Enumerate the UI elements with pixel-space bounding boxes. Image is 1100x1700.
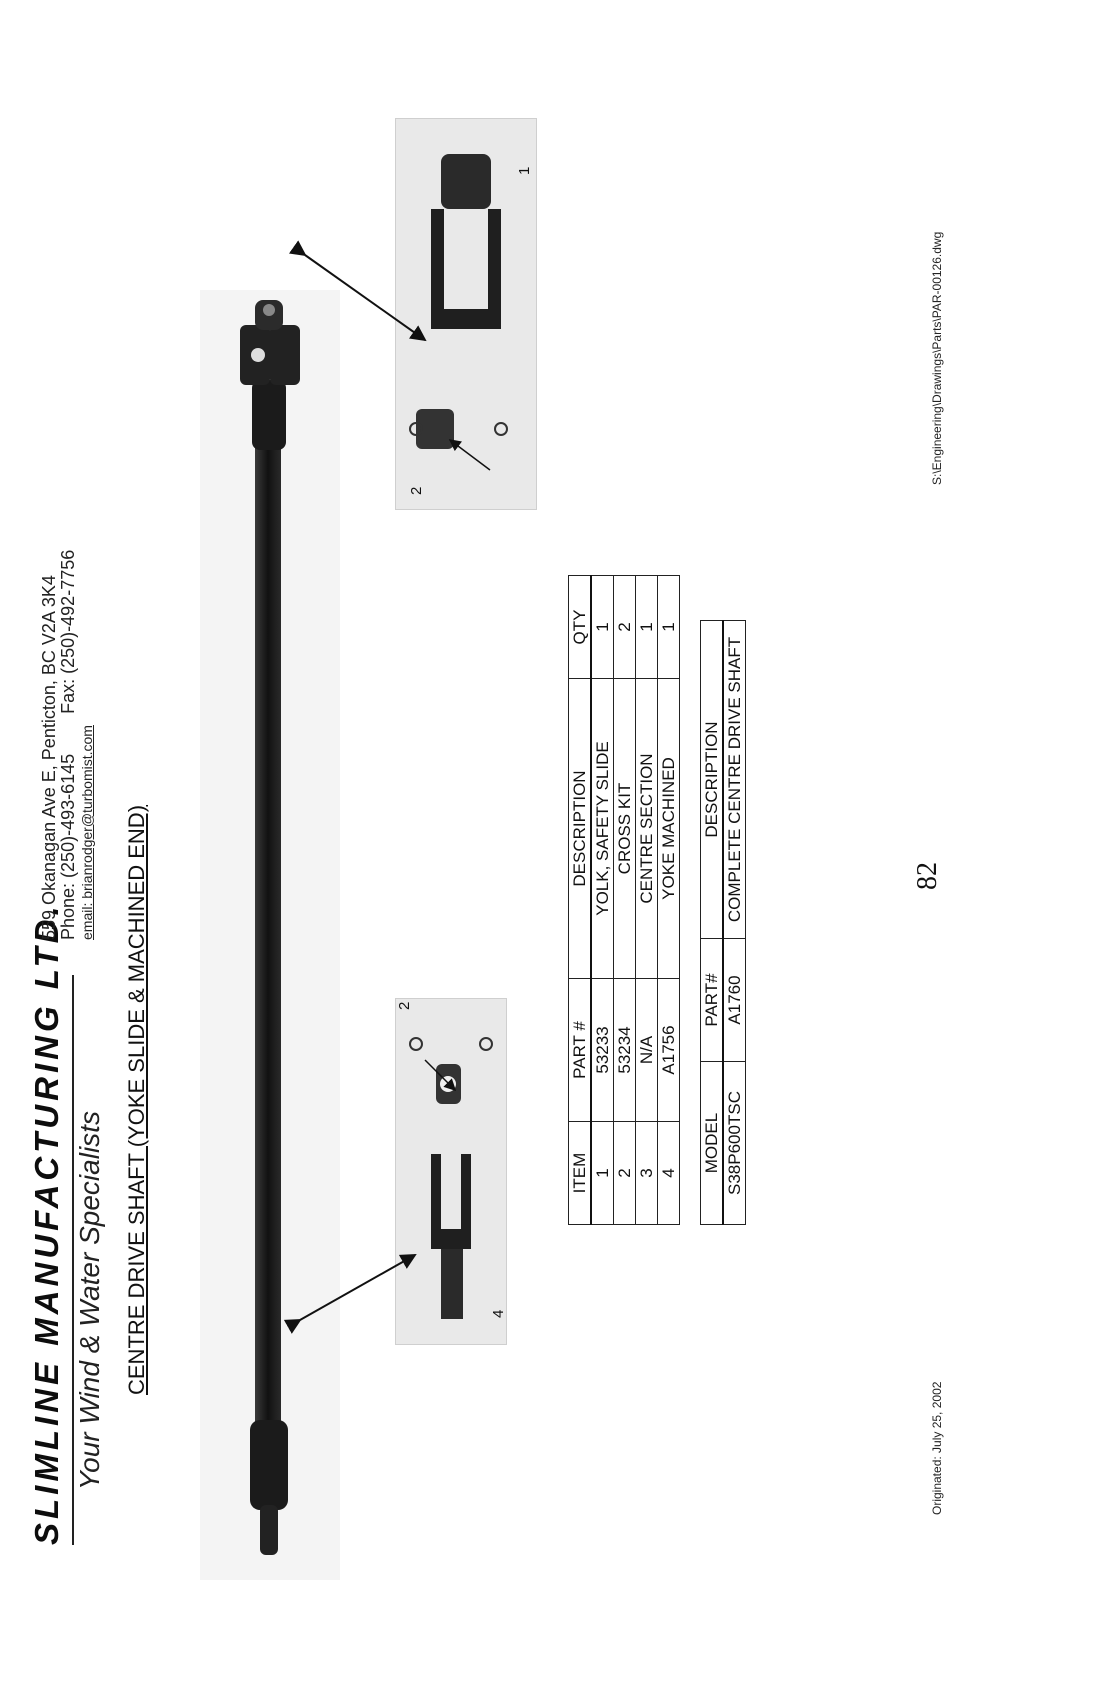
- col-part-number: PART#: [701, 939, 724, 1062]
- col-part-number: PART #: [569, 979, 592, 1122]
- page-number: 82: [912, 862, 943, 890]
- col-model: MODEL: [701, 1062, 724, 1225]
- phone-number: Phone: (250)-493-6145: [58, 753, 78, 940]
- table-row: [723, 621, 746, 1225]
- description-cell: CENTRE SECTION: [636, 679, 658, 979]
- table-row: [614, 576, 636, 1225]
- company-tagline: Your Wind & Water Specialists: [74, 1111, 105, 1490]
- email-address: email: brianrodger@turbomist.com: [79, 725, 95, 940]
- item-cell: 3: [636, 1122, 658, 1225]
- item-cell: 1: [591, 1122, 614, 1225]
- callout-item-4: 4: [490, 1309, 507, 1318]
- item-cell: 2: [614, 1122, 636, 1225]
- model-table: [700, 620, 746, 1225]
- parts-table: [568, 575, 680, 1225]
- file-path: S:\Engineering\Drawings\Parts\PAR-00126.dwg: [930, 231, 944, 485]
- description-cell: YOKE MACHINED: [658, 679, 680, 979]
- description-cell: COMPLETE CENTRE DRIVE SHAFT: [723, 621, 746, 939]
- part-number-cell: A1760: [723, 939, 746, 1062]
- part-number-cell: A1756: [658, 979, 680, 1122]
- table-row: [658, 576, 680, 1225]
- part-number-cell: N/A: [636, 979, 658, 1122]
- table-row: [636, 576, 658, 1225]
- table-row: [591, 576, 614, 1225]
- callout-item-2-right: 2: [408, 486, 425, 495]
- description-cell: CROSS KIT: [614, 679, 636, 979]
- col-item: ITEM: [569, 1122, 592, 1225]
- col-qty: QTY: [569, 576, 592, 679]
- company-name: SLIMLINE MANUFACTURING LTD.: [28, 902, 65, 1545]
- part-number-cell: 53233: [591, 979, 614, 1122]
- part-number-cell: 53234: [614, 979, 636, 1122]
- callout-item-2-left: 2: [396, 1001, 413, 1010]
- col-description: DESCRIPTION: [701, 621, 724, 939]
- qty-cell: 1: [636, 576, 658, 679]
- drawing-title: CENTRE DRIVE SHAFT (YOKE SLIDE & MACHINED END): [124, 804, 149, 1395]
- callout-item-1: 1: [516, 166, 533, 175]
- model-cell: S38P600TSC: [723, 1062, 746, 1225]
- item-cell: 4: [658, 1122, 680, 1225]
- originated-date: Originated: July 25, 2002: [930, 1381, 944, 1515]
- parts-table-header: [569, 576, 592, 1225]
- qty-cell: 1: [658, 576, 680, 679]
- address-line: 559 Okanagan Ave E, Penticton, BC V2A 3K4: [39, 575, 59, 940]
- model-table-header: [701, 621, 724, 1225]
- qty-cell: 2: [614, 576, 636, 679]
- qty-cell: 1: [591, 576, 614, 679]
- description-cell: YOLK, SAFETY SLIDE: [591, 679, 614, 979]
- fax-number: Fax: (250)-492-7756: [58, 549, 78, 714]
- col-description: DESCRIPTION: [569, 679, 592, 979]
